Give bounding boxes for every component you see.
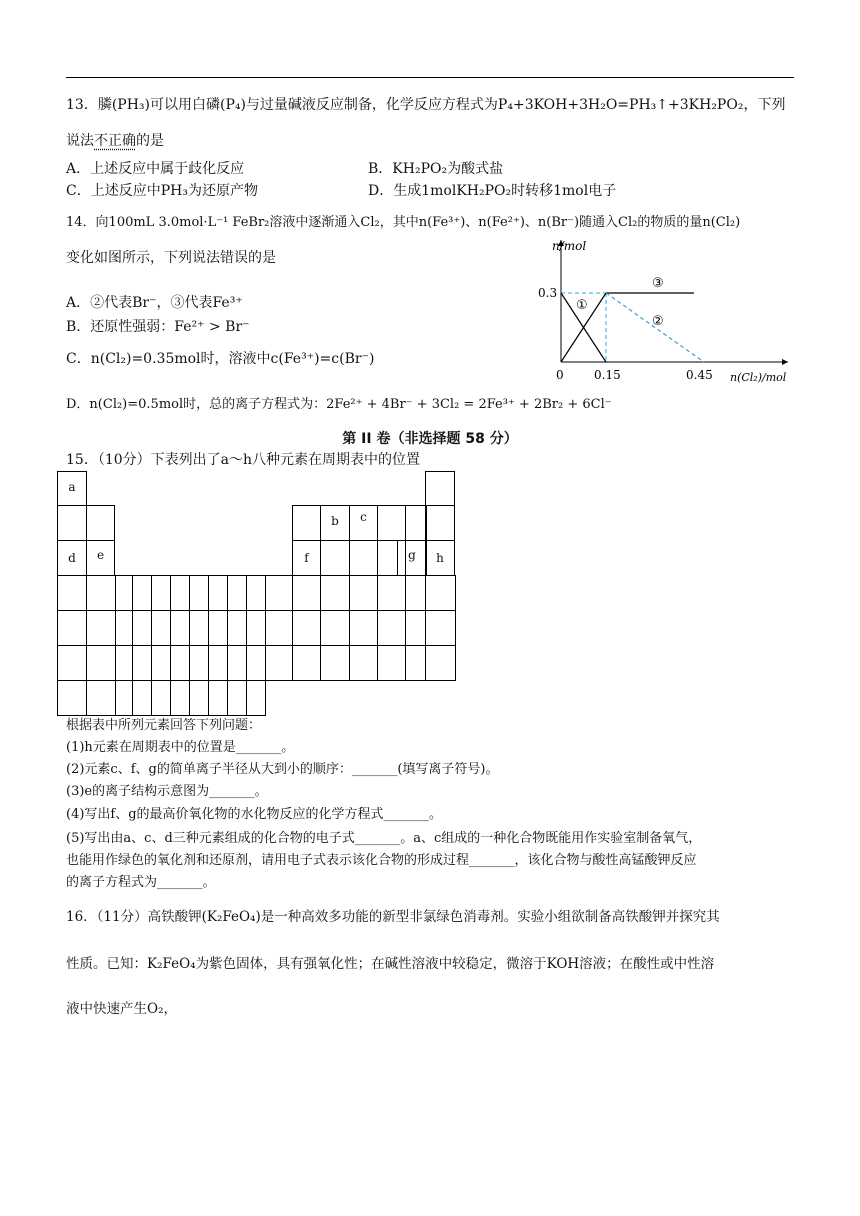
q15-q5-line3: 的离子方程式为_______。 <box>66 875 216 890</box>
table-cell <box>377 645 406 681</box>
x-axis-label: n(Cl₂)/mol <box>730 371 787 384</box>
q14-option-a: A．②代表Br⁻，③代表Fe³⁺ <box>66 295 243 311</box>
q14-option-d: D．n(Cl₂)=0.5mol时，总的离子方程式为：2Fe²⁺ + 4Br⁻ + 3Cl₂ = 2Fe³⁺ + 2Br₂ + 6Cl⁻ <box>66 397 612 412</box>
q16-line2: 性质。已知：K₂FeO₄为紫色固体，具有强氧化性；在碱性溶液中较稳定，微溶于KOH溶液；在酸性或中性溶 <box>66 956 715 972</box>
table-cell <box>292 575 321 611</box>
table-cell <box>292 610 321 646</box>
table-cell <box>86 680 116 716</box>
table-cell <box>132 575 152 611</box>
curve-3-label: ③ <box>652 276 664 291</box>
table-cell <box>132 610 152 646</box>
table-cell <box>265 610 293 646</box>
q14-stem-line1: 14．向100mL 3.0mol·L⁻¹ FeBr₂溶液中逐渐通入Cl₂，其中n(Fe³⁺)、n(Fe²⁺)、n(Br⁻)随通入Cl₂的物质的量n(Cl₂) <box>66 215 741 230</box>
header-rule <box>66 77 794 78</box>
cell-f: f <box>292 540 321 576</box>
q13-stem-line1: 13．膦(PH₃)可以用白磷(P₄)与过量碱液反应制备，化学反应方程式为P₄+3KOH+3H₂O=PH₃↑+3KH₂PO₂，下列 <box>66 97 786 113</box>
table-cell <box>405 575 426 611</box>
q13-option-b: B．KH₂PO₂为酸式盐 <box>368 161 504 177</box>
table-cell <box>57 645 87 681</box>
q15-q3: (3)e的离子结构示意图为_______。 <box>66 784 268 799</box>
table-cell <box>208 575 228 611</box>
q13-stem-post: 的是 <box>136 133 164 149</box>
q14-option-b: B．还原性强弱：Fe²⁺ > Br⁻ <box>66 319 250 335</box>
q13-stem-line2 <box>66 132 164 150</box>
q15-stem: 15．（10分）下表列出了a～h八种元素在周期表中的位置 <box>66 452 420 468</box>
table-cell <box>246 645 266 681</box>
cell-e: e <box>86 540 115 576</box>
table-cell <box>227 680 247 716</box>
table-cell <box>115 645 133 681</box>
table-cell <box>151 680 171 716</box>
table-cell <box>425 575 456 611</box>
cell-c: c <box>349 505 378 541</box>
q16-line3: 液中快速产生O₂， <box>66 1001 177 1017</box>
cell-a: a <box>57 471 87 506</box>
curve-1-label: ① <box>576 298 588 313</box>
q13-stem-emph: 不正确 <box>94 133 136 149</box>
q15-intro: 根据表中所列元素回答下列问题： <box>66 718 262 733</box>
q15-q5-line2: 也能用作绿色的氧化剂和还原剂，请用电子式表示该化合物的形成过程_______，该化合物与酸性高锰酸钾反应 <box>66 853 697 868</box>
q14-stem-line2: 变化如图所示，下列说法错误的是 <box>66 250 276 266</box>
table-cell <box>132 680 152 716</box>
x-tick-2: 0.45 <box>686 368 713 382</box>
table-cell <box>57 610 87 646</box>
table-cell <box>246 680 266 716</box>
cell-h: h <box>425 540 455 576</box>
origin-label: 0 <box>556 368 564 382</box>
table-cell <box>349 575 378 611</box>
table-cell <box>151 645 171 681</box>
table-cell <box>170 575 190 611</box>
table-cell <box>320 610 350 646</box>
table-cell <box>170 610 190 646</box>
q13-option-d: D．生成1molKH₂PO₂时转移1mol电子 <box>368 183 617 199</box>
q15-q4: (4)写出f、g的最高价氧化物的水化物反应的化学方程式_______。 <box>66 807 443 822</box>
q13-stem-pre: 说法 <box>66 133 94 149</box>
table-cell <box>227 645 247 681</box>
curve-2-label: ② <box>652 314 664 329</box>
table-cell <box>115 610 133 646</box>
q13-option-a: A．上述反应中属于歧化反应 <box>66 161 245 177</box>
x-tick-1: 0.15 <box>594 368 621 382</box>
table-cell <box>189 610 209 646</box>
table-cell <box>57 575 87 611</box>
table-cell <box>208 645 228 681</box>
table-cell <box>246 610 266 646</box>
table-cell <box>189 645 209 681</box>
table-cell <box>151 575 171 611</box>
table-cell <box>170 680 190 716</box>
table-cell <box>208 610 228 646</box>
cell-r1-last <box>425 471 455 506</box>
y-axis-label: n/mol <box>552 239 587 253</box>
table-cell <box>405 645 426 681</box>
table-cell <box>86 575 116 611</box>
table-cell <box>425 645 456 681</box>
table-cell <box>170 645 190 681</box>
table-cell <box>189 680 209 716</box>
table-cell <box>115 575 133 611</box>
table-cell <box>208 680 228 716</box>
q13-option-c: C．上述反应中PH₃为还原产物 <box>66 183 258 199</box>
table-cell <box>265 645 293 681</box>
q15-q5-line1: (5)写出由a、c、d三种元素组成的化合物的电子式_______。a、c组成的一种化合物既能用作实验室制备氧气， <box>66 831 702 846</box>
cell-b: b <box>320 505 350 541</box>
cell-d: d <box>57 540 87 576</box>
table-cell <box>425 610 456 646</box>
table-cell <box>349 645 378 681</box>
q16-line1: 16．（11分）高铁酸钾(K₂FeO₄)是一种高效多功能的新型非氯绿色消毒剂。实验小组欲制备高铁酸钾并探究其 <box>66 909 720 925</box>
table-cell <box>265 575 293 611</box>
table-cell <box>151 610 171 646</box>
table-cell <box>292 645 321 681</box>
table-cell <box>227 575 247 611</box>
table-cell <box>86 610 116 646</box>
table-cell <box>405 610 426 646</box>
q14-option-c: C．n(Cl₂)=0.35mol时，溶液中c(Fe³⁺)=c(Br⁻) <box>66 351 375 367</box>
table-cell <box>320 645 350 681</box>
y-tick-label: 0.3 <box>538 286 558 300</box>
q15-q2: (2)元素c、f、g的简单离子半径从大到小的顺序：_______(填写离子符号)。 <box>66 762 499 777</box>
table-cell <box>86 645 116 681</box>
table-cell <box>246 575 266 611</box>
section-2-title: 第 II 卷（非选择题 58 分） <box>342 431 518 447</box>
table-cell <box>115 680 133 716</box>
table-cell <box>57 680 87 716</box>
cell-g: g <box>397 540 427 576</box>
table-cell <box>189 575 209 611</box>
table-cell <box>320 575 350 611</box>
ion-amount-graph <box>536 234 796 389</box>
table-cell <box>377 610 406 646</box>
table-cell <box>349 610 378 646</box>
table-cell <box>227 610 247 646</box>
q15-q1: (1)h元素在周期表中的位置是_______。 <box>66 740 295 755</box>
table-cell <box>377 575 406 611</box>
table-cell <box>132 645 152 681</box>
